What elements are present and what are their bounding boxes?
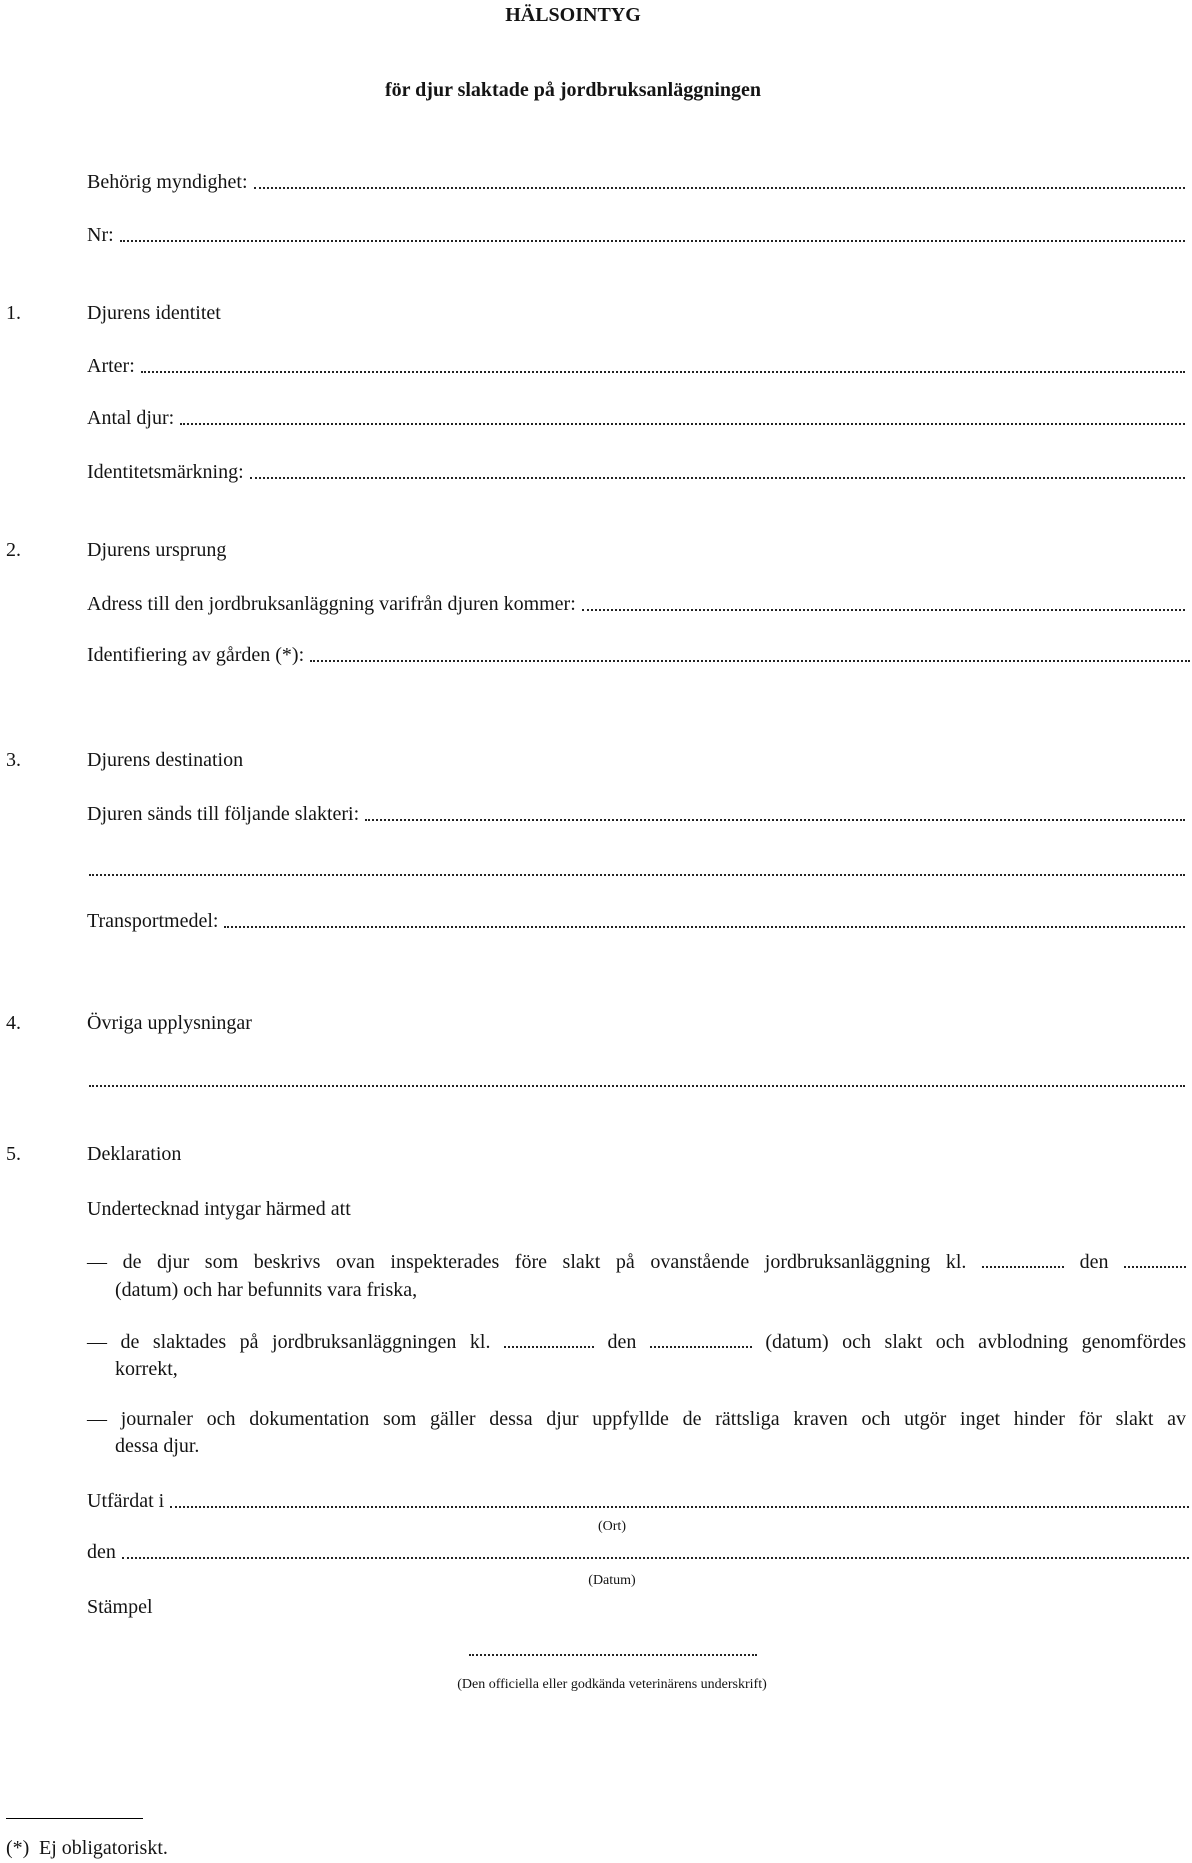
issued-date-label: den bbox=[87, 1541, 116, 1563]
identification-marking-label: Identitetsmärkning: bbox=[87, 461, 244, 483]
number-label: Nr: bbox=[87, 224, 114, 246]
issued-date-blank bbox=[122, 1557, 1189, 1559]
farm-identification-field bbox=[87, 642, 1190, 668]
declaration-item-3-text: journaler och dokumentation som gäller dessa djur uppfyllde de rättsliga kraven och utgör inget hinder för slakt av bbox=[120, 1408, 1187, 1430]
signature-caption: (Den officiella eller godkända veterinärens underskrift) bbox=[457, 1677, 767, 1692]
dash: — bbox=[87, 1251, 107, 1273]
declaration-item-3-continuation: dessa djur. bbox=[115, 1435, 200, 1457]
date-blank bbox=[1124, 1262, 1186, 1268]
slaughterhouse-label: Djuren sänds till följande slakteri: bbox=[87, 803, 360, 825]
time-blank bbox=[982, 1262, 1064, 1268]
date-word: den bbox=[607, 1331, 637, 1353]
footnote-text: Ej obligatoriskt. bbox=[39, 1837, 168, 1859]
authority-blank bbox=[254, 187, 1185, 189]
farm-address-field bbox=[87, 591, 1185, 617]
place-caption: (Ort) bbox=[598, 1519, 626, 1534]
farm-identification-label: Identifiering av gården (*): bbox=[87, 644, 305, 666]
declaration-item-2-continuation: korrekt, bbox=[115, 1358, 178, 1380]
animal-count-field bbox=[87, 405, 1185, 431]
section-5-number: 5. bbox=[6, 1143, 21, 1165]
document-title: HÄLSOINTYG bbox=[505, 4, 641, 26]
footnote-mark: (*) bbox=[6, 1837, 30, 1859]
signature-line bbox=[469, 1654, 757, 1656]
declaration-item-1 bbox=[87, 1249, 1186, 1275]
transport-label: Transportmedel: bbox=[87, 910, 219, 932]
slaughterhouse-blank bbox=[365, 819, 1185, 821]
declaration-intro: Undertecknad intygar härmed att bbox=[87, 1198, 351, 1220]
declaration-item-1-continuation: (datum) och har befunnits vara friska, bbox=[115, 1279, 418, 1301]
section-1-title: Djurens identitet bbox=[87, 302, 221, 324]
issued-place-field bbox=[87, 1488, 1189, 1514]
declaration-item-2-text-a: de slaktades på jordbruksanläggningen kl. bbox=[120, 1331, 491, 1353]
slaughterhouse-field bbox=[87, 801, 1185, 827]
time-blank bbox=[504, 1342, 594, 1348]
section-4-number: 4. bbox=[6, 1012, 21, 1034]
section-1-number: 1. bbox=[6, 302, 21, 324]
authority-label: Behörig myndighet: bbox=[87, 171, 248, 193]
document-subtitle: för djur slaktade på jordbruksanläggningen bbox=[384, 79, 761, 101]
date-caption: (Datum) bbox=[588, 1573, 636, 1588]
declaration-item-1-text: de djur som beskrivs ovan inspekterades före slakt på ovanstående jordbruksanläggning kl. bbox=[122, 1251, 967, 1273]
section-2-number: 2. bbox=[6, 539, 21, 561]
section-4-title: Övriga upplysningar bbox=[87, 1012, 252, 1034]
declaration-item-2-text-b: (datum) och slakt och avblodning genomfördes bbox=[765, 1331, 1187, 1353]
issued-place-label: Utfärdat i bbox=[87, 1490, 165, 1512]
other-info-line bbox=[87, 1067, 1185, 1093]
issued-place-blank bbox=[170, 1506, 1189, 1508]
animal-count-blank bbox=[180, 423, 1185, 425]
section-2-title: Djurens ursprung bbox=[87, 539, 227, 561]
transport-field bbox=[87, 908, 1185, 934]
number-field bbox=[87, 222, 1185, 248]
section-5-title: Deklaration bbox=[87, 1143, 182, 1165]
transport-blank bbox=[224, 926, 1185, 928]
species-field bbox=[87, 353, 1185, 379]
identification-marking-blank bbox=[250, 477, 1185, 479]
identification-marking-field bbox=[87, 459, 1185, 485]
farm-identification-blank bbox=[310, 660, 1190, 662]
species-blank bbox=[141, 371, 1185, 373]
dash: — bbox=[87, 1331, 107, 1353]
slaughterhouse-extra-line bbox=[87, 856, 1185, 882]
dash: — bbox=[87, 1408, 107, 1430]
stamp-label: Stämpel bbox=[87, 1596, 153, 1618]
authority-field bbox=[87, 169, 1185, 195]
section-3-title: Djurens destination bbox=[87, 749, 244, 771]
issued-date-field bbox=[87, 1539, 1189, 1565]
date-blank bbox=[650, 1342, 752, 1348]
farm-address-label: Adress till den jordbruksanläggning varifrån djuren kommer: bbox=[87, 593, 576, 615]
slaughterhouse-extra-blank bbox=[89, 874, 1185, 876]
date-word: den bbox=[1079, 1251, 1109, 1273]
species-label: Arter: bbox=[87, 355, 135, 377]
farm-address-blank bbox=[582, 609, 1185, 611]
footnote-rule bbox=[6, 1818, 143, 1819]
number-blank bbox=[120, 240, 1185, 242]
animal-count-label: Antal djur: bbox=[87, 407, 175, 429]
declaration-item-3 bbox=[87, 1406, 1186, 1432]
declaration-item-2 bbox=[87, 1329, 1186, 1355]
other-info-blank bbox=[89, 1085, 1185, 1087]
section-3-number: 3. bbox=[6, 749, 21, 771]
